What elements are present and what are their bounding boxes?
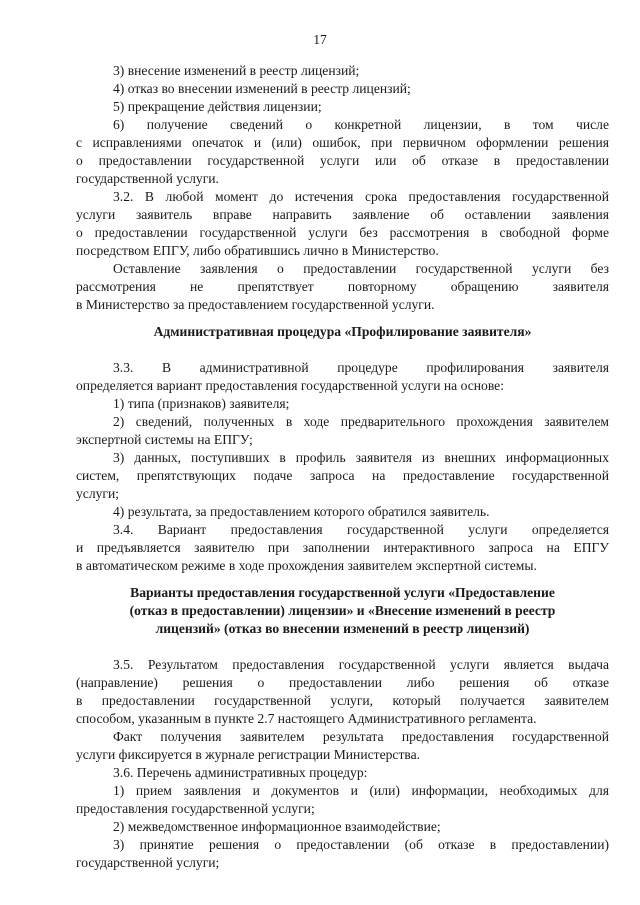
section-heading: лицензий» (отказ во внесении изменений в реестр лицензий) [155, 621, 530, 636]
text-line: услуги; [76, 486, 120, 501]
page-number: 17 [313, 32, 327, 47]
text-line: 3.5. Результатом предоставления государственной услуги является выдача [113, 657, 609, 672]
text-line: государственной услуги; [76, 855, 220, 870]
text-line: определяется вариант предоставления государственной услуги на основе: [76, 378, 504, 393]
text-line: 4) отказ во внесении изменений в реестр лицензий; [113, 81, 411, 96]
text-line: с исправлениями опечаток и (или) ошибок, при первичном оформлении решения [76, 135, 609, 150]
text-line: в предоставлении государственной услуги, который получается заявителем [76, 693, 609, 708]
text-line: 3) внесение изменений в реестр лицензий; [113, 63, 360, 78]
section-heading: (отказ в предоставлении) лицензии» и «Внесение изменений в реестр [129, 603, 556, 618]
text-line: 2) межведомственное информационное взаимодействие; [113, 819, 441, 834]
text-line: Факт получения заявителем результата предоставления государственной [113, 729, 609, 744]
text-line: 4) результата, за предоставлением которого обратился заявитель. [113, 504, 490, 519]
text-line: 3) принятие решения о предоставлении (об отказе в предоставлении) [113, 837, 609, 852]
text-line: предоставления государственной услуги; [76, 801, 315, 816]
text-line: услуги фиксируется в журнале регистрации Министерства. [76, 747, 421, 762]
text-line: 1) прием заявления и документов и (или) информации, необходимых для [113, 783, 609, 798]
text-line: систем, препятствующих подаче запроса на предоставление государственной [76, 468, 609, 483]
text-line: Оставление заявления о предоставлении государственной услуги без [113, 261, 609, 276]
text-line: о предоставлении государственной услуги или об отказе в предоставлении [76, 153, 609, 168]
text-line: и предъявляется заявителю при заполнении интерактивного запроса на ЕПГУ [76, 540, 609, 555]
text-line: 3.6. Перечень административных процедур: [113, 765, 368, 780]
text-line: экспертной системы на ЕПГУ; [76, 432, 253, 447]
text-line: услуги заявитель вправе направить заявление об оставлении заявления [76, 207, 609, 222]
text-line: в Министерство за предоставлением государственной услуги. [76, 297, 435, 312]
text-line: государственной услуги. [76, 171, 219, 186]
text-line: посредством ЕПГУ, либо обратившись лично в Министерство. [76, 243, 439, 258]
text-line: в автоматическом режиме в ходе прохождения заявителем экспертной системы. [76, 558, 537, 573]
text-line: о предоставлении государственной услуги без рассмотрения в свободной форме [76, 225, 609, 240]
text-line: 3.4. Вариант предоставления государственной услуги определяется [113, 522, 609, 537]
section-heading: Варианты предоставления государственной услуги «Предоставление [130, 585, 555, 600]
text-line: 5) прекращение действия лицензии; [113, 99, 322, 114]
text-line: способом, указанным в пункте 2.7 настоящего Административного регламента. [76, 711, 537, 726]
section-heading: Административная процедура «Профилирование заявителя» [153, 324, 532, 339]
text-line: 3.2. В любой момент до истечения срока предоставления государственной [113, 189, 609, 204]
text-line: 2) сведений, полученных в ходе предварительного прохождения заявителем [113, 414, 609, 429]
text-line: 3.3. В административной процедуре профилирования заявителя [113, 360, 609, 375]
text-line: 6) получение сведений о конкретной лицензии, в том числе [113, 117, 609, 132]
text-line: 3) данных, поступивших в профиль заявителя из внешних информационных [113, 450, 609, 465]
text-line: 1) типа (признаков) заявителя; [113, 396, 290, 411]
text-line: (направление) решения о предоставлении либо решения об отказе [76, 675, 609, 690]
text-line: рассмотрения не препятствует повторному обращению заявителя [76, 279, 609, 294]
